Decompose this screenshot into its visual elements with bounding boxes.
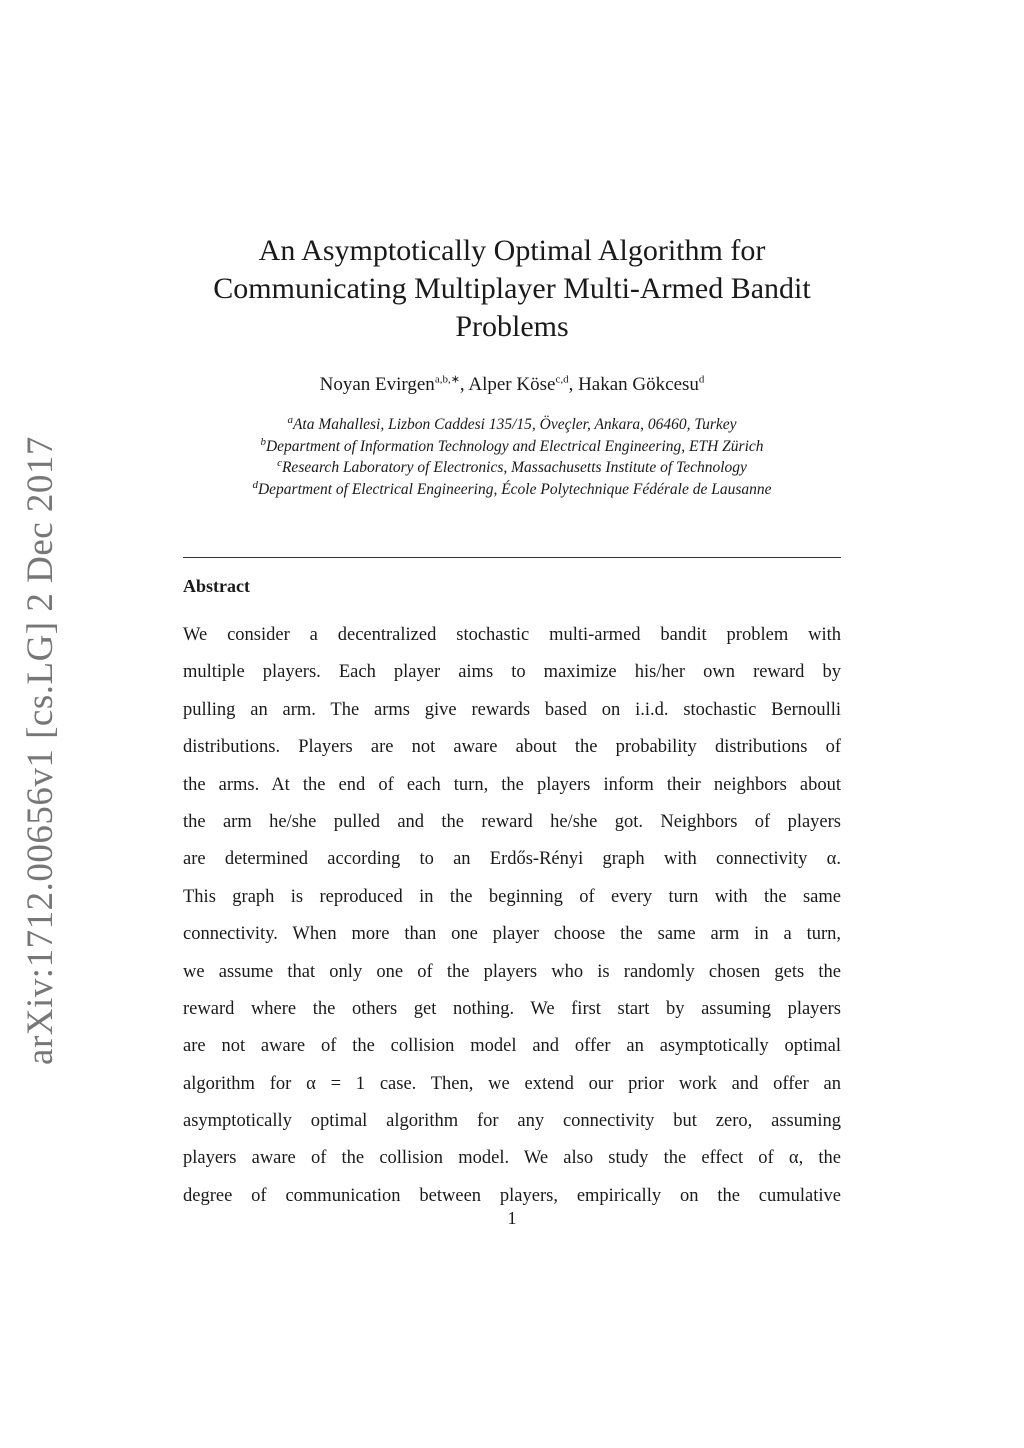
abstract-line: we assume that only one of the players who is randomly chosen gets the — [183, 961, 841, 982]
author-name: Hakan Gökcesu — [578, 374, 699, 395]
abstract-line: asymptotically optimal algorithm for any connectivity but zero, assuming — [183, 1111, 841, 1132]
abstract-heading: Abstract — [183, 576, 250, 596]
abstract-line: connectivity. When more than one player choose the same arm in a turn, — [183, 924, 841, 945]
affiliation-marker: a — [287, 413, 293, 426]
author-affiliation-marker: a,b,∗ — [434, 373, 460, 386]
author-list — [150, 374, 874, 396]
abstract-line: multiple players. Each player aims to maximize his/her own reward by — [183, 662, 841, 683]
arxiv-stamp-text: arXiv:1712.00656v1 [cs.LG] 2 Dec 2017 — [19, 435, 61, 1065]
abstract-line: the arm he/she pulled and the reward he/she got. Neighbors of players — [183, 811, 841, 832]
section-divider — [183, 557, 841, 558]
title-line: Communicating Multiplayer Multi-Armed Bandit — [213, 272, 811, 305]
abstract-line: distributions. Players are not aware about the probability distributions of — [183, 737, 841, 758]
affiliation — [150, 457, 874, 479]
author-separator: , — [459, 374, 469, 395]
affiliation-marker: d — [252, 478, 258, 491]
affiliation — [150, 479, 874, 501]
abstract-body — [183, 617, 841, 1215]
arxiv-identifier-stamp — [10, 435, 70, 1065]
abstract-line: algorithm for α = 1 case. Then, we extend our prior work and offer an — [183, 1073, 841, 1094]
abstract-line: reward where the others get nothing. We first start by assuming players — [183, 998, 841, 1019]
affiliation — [150, 414, 874, 436]
author-name: Alper Köse — [468, 374, 556, 395]
affiliation-text: Ata Mahallesi, Lizbon Caddesi 135/15, Öveçler, Ankara, 06460, Turkey — [292, 416, 737, 433]
paper-title — [150, 232, 874, 346]
affiliation-text: Department of Information Technology and Electrical Engineering, ETH Zürich — [265, 437, 764, 455]
abstract-line: players aware of the collision model. We also study the effect of α, the — [183, 1148, 841, 1169]
abstract-line: are determined according to an Erdős-Rényi graph with connectivity α. — [183, 849, 841, 870]
affiliation-text: Research Laboratory of Electronics, Massachusetts Institute of Technology — [281, 459, 747, 476]
affiliation-text: Department of Electrical Engineering, École Polytechnique Fédérale de Lausanne — [257, 480, 772, 498]
affiliation-marker: b — [260, 435, 266, 448]
title-line: Problems — [455, 310, 569, 343]
affiliation-marker: c — [277, 456, 282, 469]
author-affiliation-marker: d — [698, 373, 705, 386]
author-name: Noyan Evirgen — [319, 374, 435, 395]
page-number: 1 — [507, 1208, 517, 1228]
abstract-line: degree of communication between players, empirically on the cumulative — [183, 1185, 841, 1206]
abstract-line: This graph is reproduced in the beginning of every turn with the same — [183, 886, 841, 907]
abstract-line: the arms. At the end of each turn, the players inform their neighbors about — [183, 774, 841, 795]
affiliation-list — [150, 414, 874, 500]
title-line: An Asymptotically Optimal Algorithm for — [258, 234, 766, 267]
affiliation — [150, 436, 874, 458]
author-separator: , — [568, 374, 579, 395]
abstract-line: pulling an arm. The arms give rewards based on i.i.d. stochastic Bernoulli — [183, 699, 841, 720]
abstract-line: are not aware of the collision model and offer an asymptotically optimal — [183, 1036, 841, 1057]
abstract-line: We consider a decentralized stochastic multi-armed bandit problem with — [183, 625, 841, 645]
author-affiliation-marker: c,d — [555, 373, 569, 386]
